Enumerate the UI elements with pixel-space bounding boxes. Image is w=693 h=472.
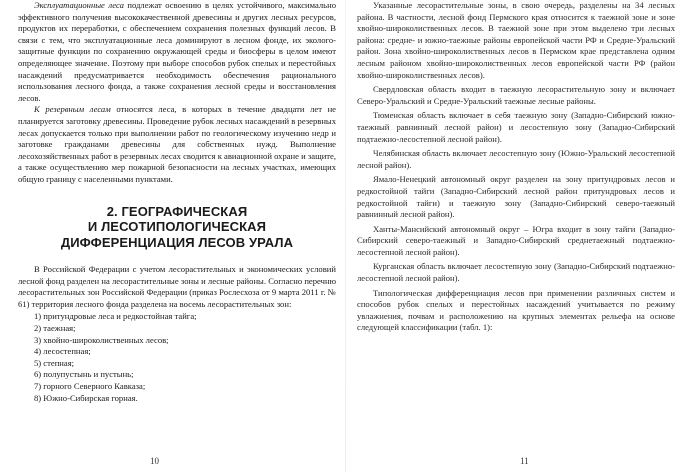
paragraph-sverdlovsk: Свердловская область входит в таежную лесорастительную зону и включает Северо-Уральский и Средне-Уральский таежные лесные районы. (357, 84, 675, 106)
paragraph-text: относятся леса, в которых в течение двадцати лет не планируется заготовку древесины. Проведение рубок лесных насаждений в резервных лесах допускается только при выполнении работ по геологическому изучению недр и заготовке гражданами древесины для собственных нужд. Выполнение лесохозяйственных работ в резервных лесах сводится к авиационной охране и защите, а также осуществлению мер пожарной безопасности на лесных участках, имеющих общую границу с населенными пунктами. (18, 104, 337, 184)
paragraph-tyumen: Тюменская область включает в себя таежную зону (Западно-Сибирский южно-таежный равнинный лесной район) и лесостепную зону (Западно-Сибирский подтаежно-лесостепной лесной район). (357, 110, 675, 144)
list-item: 5) степная; (34, 357, 75, 368)
left-page (18, 0, 336, 404)
list-item: 6) полупустынь и пустынь; (34, 369, 134, 380)
page-number-left: 10 (150, 456, 159, 466)
heading-line: ДИФФЕРЕНЦИАЦИЯ ЛЕСОВ УРАЛА (60, 234, 294, 250)
term-exploitation-forests: Эксплуатационные леса (34, 0, 124, 10)
list-item: 2) таежная; (34, 322, 76, 333)
list-item: 1) притундровые леса и редкостойная тайга; (34, 311, 197, 322)
heading-line: 2. ГЕОГРАФИЧЕСКАЯ (106, 203, 248, 219)
paragraph-text: подлежат освоению в целях устойчивого, максимально эффективного получения высококачественной древесины и других лесных ресурсов, продуктов их переработки, с обеспечением сохранения полезных функций лесов. В связи с тем, что эксплуатационные леса доминируют в лесном фонде, их эколого-защитные функции по сохранению окружающей среды и биосферы в целом имеют определяющее значение. Поэтому при выборе способов рубок спелых и перестойных насаждений предусматривается необходимость обеспечения рационального использования лесного фонда, а также сохранения лесной среды и восстановления лесов. (18, 0, 336, 103)
paragraph-kurgan: Курганская область включает лесостепную зону (Западно-Сибирский подтаежно-лесостепной лесной район). (357, 261, 675, 284)
page-gutter (345, 0, 346, 472)
paragraph-reserve-forests (18, 104, 336, 185)
paragraph-districts: Указанные лесорастительные зоны, в свою очередь, разделены на 34 лесных района. В частности, лесной фонд Пермского края относится к таежной зоне и зоне хвойно-широколиственных лесов. В таежной зоне при этом выделено три лесных района: средне- и южно-таежные районы европейской части РФ и Средне-Уральский район. Зона хвойно-широколиственных лесов в Пермском крае представлена одним лесным районом хвойно-широколиственных лесов европейской части РФ (район хвойно-широколиственных лесов). (357, 0, 675, 80)
zones-list (18, 311, 336, 404)
list-item: 4) лесостепная; (34, 346, 91, 357)
paragraph-typology: Типологическая дифференциация лесов при применении различных систем и способов рубок спелых и перестойных насаждений учитывается по режиму увлажнения, почвам и расположению на крупных элементах рельефа на основе следующей классификации (табл. 1): (357, 287, 675, 333)
page-number-right: 11 (520, 456, 529, 466)
paragraph-khanty-mansi: Ханты-Мансийский автономный округ – Югра входит в зону тайги (Западно-Сибирский северо-таежный и Западно-Сибирский среднетаежный подтаежно-лесостепной лесной район). (357, 223, 675, 257)
paragraph-exploitation-forests (18, 0, 336, 104)
paragraph-yamal: Ямало-Ненецкий автономный округ разделен на зону притундровых лесов и редкостойной тайги (Западно-Сибирский лесной район притундровых лесов и редкостойной тайги) и таежную зону (Западно-Сибирский северо-таежный равнинный лесной район). (357, 174, 675, 220)
section-heading (18, 204, 336, 251)
list-item: 3) хвойно-широколиственных лесов; (34, 334, 169, 345)
paragraph-chelyabinsk: Челябинская область включает лесостепную зону (Южно-Уральский лесостепной лесной район). (357, 148, 675, 170)
list-item: 7) горного Северного Кавказа; (34, 380, 146, 391)
list-item: 8) Южно-Сибирская горная. (34, 392, 138, 403)
term-reserve-forests: К резервным лесам (34, 104, 111, 115)
paragraph-zones-intro: В Российской Федерации с учетом лесорастительных и экономических условий лесной фонд разделен на лесорастительные зоны и лесные районы. Согласно перечню лесорастительных зон Российской Федерации (приказ Рослесхоза от 9 марта 2011 г. № 61) территория лесного фонда разделена на восемь лесорастительных зон: (18, 264, 336, 309)
heading-line: И ЛЕСОТИПОЛОГИЧЕСКАЯ (87, 219, 267, 234)
right-page (357, 0, 675, 334)
